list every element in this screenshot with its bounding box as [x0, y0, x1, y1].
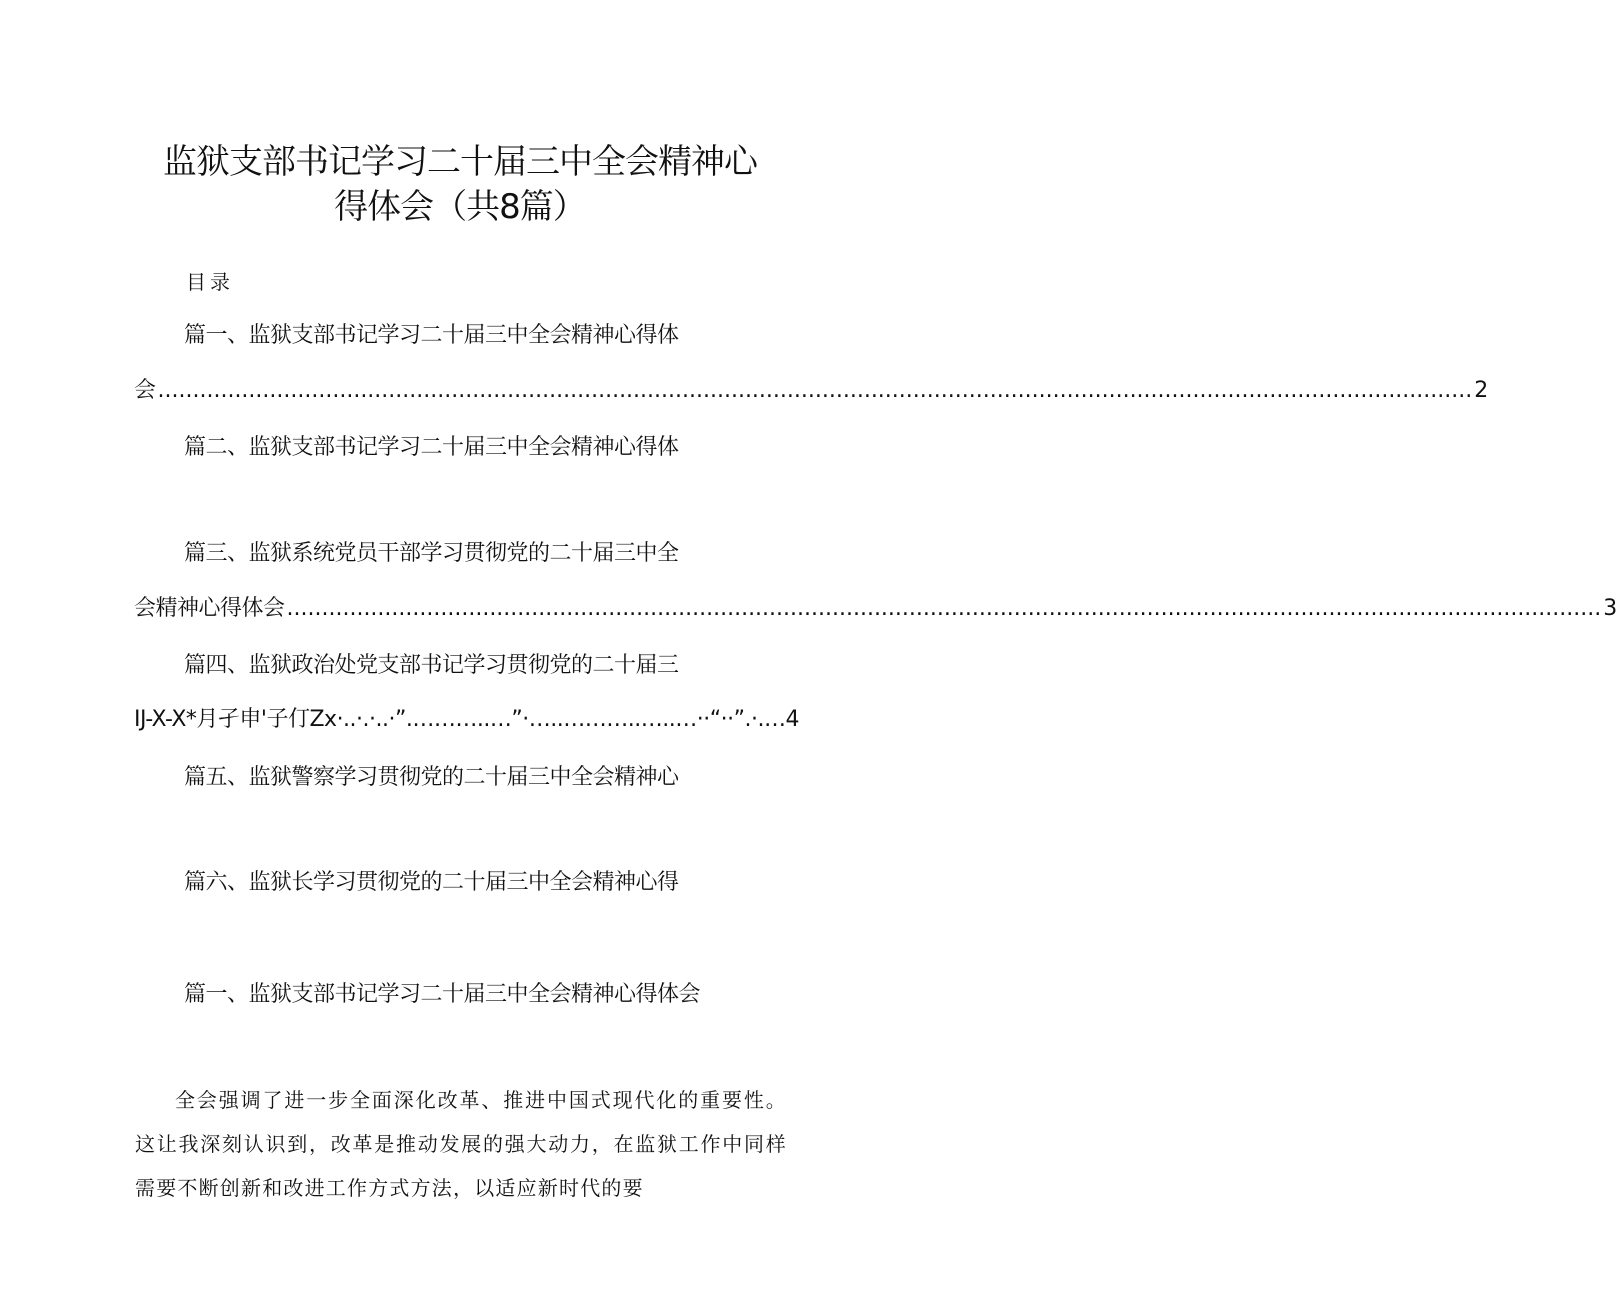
- toc-entry-2-line[interactable]: [184, 433, 679, 463]
- toc-entry-text: 会: [134, 378, 156, 403]
- document-title-line-2: 得体会（共8篇）: [334, 187, 586, 227]
- toc-entry-6-line[interactable]: [184, 868, 679, 898]
- toc-entry-4-line[interactable]: [184, 651, 679, 681]
- toc-entry-text: 篇三、监狱系统党员干部学习贯彻党的二十届三中全: [184, 541, 679, 566]
- toc-entry-5-line[interactable]: [184, 763, 679, 793]
- toc-entry-3-continuation[interactable]: [134, 594, 1617, 624]
- body-paragraph: 全会强调了进一步全面深化改革、推进中国式现代化的重要性。这让我深刻认识到，改革是推动发展的强大动力，在监狱工作中同样需要不断创新和改进工作方式方法，以适应新时代的要: [135, 1088, 787, 1200]
- toc-entry-text: 篇一、监狱支部书记学习二十届三中全会精神心得体: [184, 323, 679, 348]
- toc-entry-1-line[interactable]: [184, 321, 679, 351]
- toc-entry-garbled-text: IJ-X-X*月孑申'子仃Zx·..·.·..·”.………..…”·…..………..…..…··“··”.·.…: [134, 707, 786, 732]
- toc-dot-leader: ............................................................................................................................................................................................: [286, 596, 1602, 621]
- toc-page-number: 3: [1603, 596, 1617, 621]
- toc-page-number: 2: [1474, 378, 1488, 403]
- toc-dot-leader: ............................................................................................................................................................................................: [157, 378, 1473, 403]
- toc-page-number: 4: [785, 707, 799, 732]
- toc-entry-text: 篇二、监狱支部书记学习二十届三中全会精神心得体: [184, 435, 679, 460]
- toc-entry-3-line[interactable]: [184, 539, 679, 569]
- toc-entry-1-continuation[interactable]: [134, 376, 1488, 406]
- toc-heading: 目录: [186, 270, 234, 294]
- document-title-line-1: 监狱支部书记学习二十届三中全会精神心: [163, 142, 757, 182]
- toc-entry-text: 篇四、监狱政治处党支部书记学习贯彻党的二十届三: [184, 653, 679, 678]
- toc-entry-text: 会精神心得体会: [134, 596, 285, 621]
- toc-entry-text: 篇六、监狱长学习贯彻党的二十届三中全会精神心得: [184, 870, 679, 895]
- toc-entry-4-continuation[interactable]: [134, 705, 799, 735]
- toc-entry-text: 篇五、监狱警察学习贯彻党的二十届三中全会精神心: [184, 765, 679, 790]
- section-heading: 篇一、监狱支部书记学习二十届三中全会精神心得体会: [184, 982, 701, 1007]
